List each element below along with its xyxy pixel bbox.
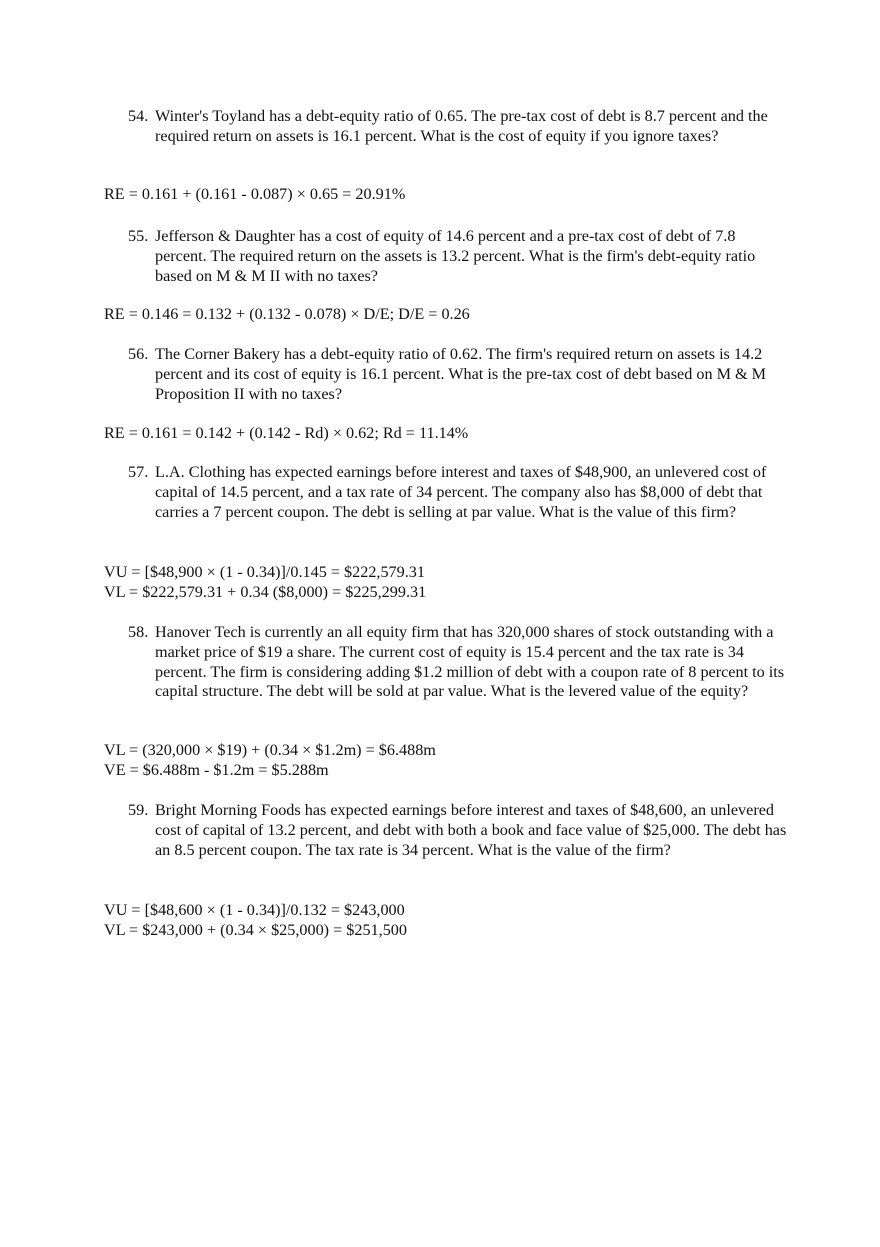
question-text: Bright Morning Foods has expected earnings before interest and taxes of $48,600, an unlevered cost of capital of 13.2 percent, and debt with both a book and face value of $25,000. The debt has an 8.5 percent coupon. The tax rate is 34 percent. What is the value of the firm?	[155, 801, 787, 859]
answer-line: VU = [$48,600 × (1 - 0.34)]/0.132 = $243,000	[104, 901, 405, 919]
question-59	[128, 801, 788, 860]
answer-59	[104, 901, 804, 941]
question-text: The Corner Bakery has a debt-equity ratio of 0.62. The firm's required return on assets is 14.2 percent and its cost of equity is 16.1 percent. What is the pre-tax cost of debt based on M & M Proposition II with no taxes?	[155, 345, 767, 403]
answer-line: VL = (320,000 × $19) + (0.34 × $1.2m) = $6.488m	[104, 741, 436, 759]
answer-line: VL = $243,000 + (0.34 × $25,000) = $251,500	[104, 920, 407, 939]
question-number: 58.	[128, 623, 149, 641]
answer-line: RE = 0.161 + (0.161 - 0.087) × 0.65 = 20.91%	[104, 185, 406, 203]
answer-57	[104, 563, 804, 603]
answer-line: RE = 0.161 = 0.142 + (0.142 - Rd) × 0.62; Rd = 11.14%	[104, 424, 469, 442]
question-number: 56.	[128, 345, 149, 363]
question-55	[128, 227, 788, 286]
question-number: 59.	[128, 801, 149, 819]
answer-line: VU = [$48,900 × (1 - 0.34)]/0.145 = $222,579.31	[104, 563, 425, 581]
question-54	[128, 107, 788, 147]
answer-54	[104, 185, 804, 205]
question-56	[128, 345, 788, 404]
question-58	[128, 623, 788, 702]
answer-58	[104, 741, 804, 781]
question-number: 55.	[128, 227, 149, 245]
answer-line: VE = $6.488m - $1.2m = $5.288m	[104, 760, 329, 779]
question-57	[128, 463, 788, 522]
question-text: L.A. Clothing has expected earnings before interest and taxes of $48,900, an unlevered cost of capital of 14.5 percent, and a tax rate of 34 percent. The company also has $8,000 of debt that carries a 7 percent coupon. The debt is selling at par value. What is the value of this firm?	[155, 463, 767, 521]
answer-55	[104, 305, 804, 325]
answer-line: RE = 0.146 = 0.132 + (0.132 - 0.078) × D/E; D/E = 0.26	[104, 305, 470, 323]
question-number: 54.	[128, 107, 149, 125]
answer-line: VL = $222,579.31 + 0.34 ($8,000) = $225,299.31	[104, 582, 427, 601]
question-text: Winter's Toyland has a debt-equity ratio of 0.65. The pre-tax cost of debt is 8.7 percent and the required return on assets is 16.1 percent. What is the cost of equity if you ignore taxes?	[155, 107, 768, 145]
question-text: Hanover Tech is currently an all equity firm that has 320,000 shares of stock outstanding with a market price of $19 a share. The current cost of equity is 15.4 percent and the tax rate is 34 percent. The firm is considering adding $1.2 million of debt with a coupon rate of 8 percent to its capital structure. The debt will be sold at par value. What is the levered value of the equity?	[155, 623, 785, 701]
question-number: 57.	[128, 463, 149, 481]
question-text: Jefferson & Daughter has a cost of equity of 14.6 percent and a pre-tax cost of debt of 7.8 percent. The required return on the assets is 13.2 percent. What is the firm's debt-equity ratio based on M & M II with no taxes?	[155, 227, 756, 285]
answer-56	[104, 424, 804, 444]
